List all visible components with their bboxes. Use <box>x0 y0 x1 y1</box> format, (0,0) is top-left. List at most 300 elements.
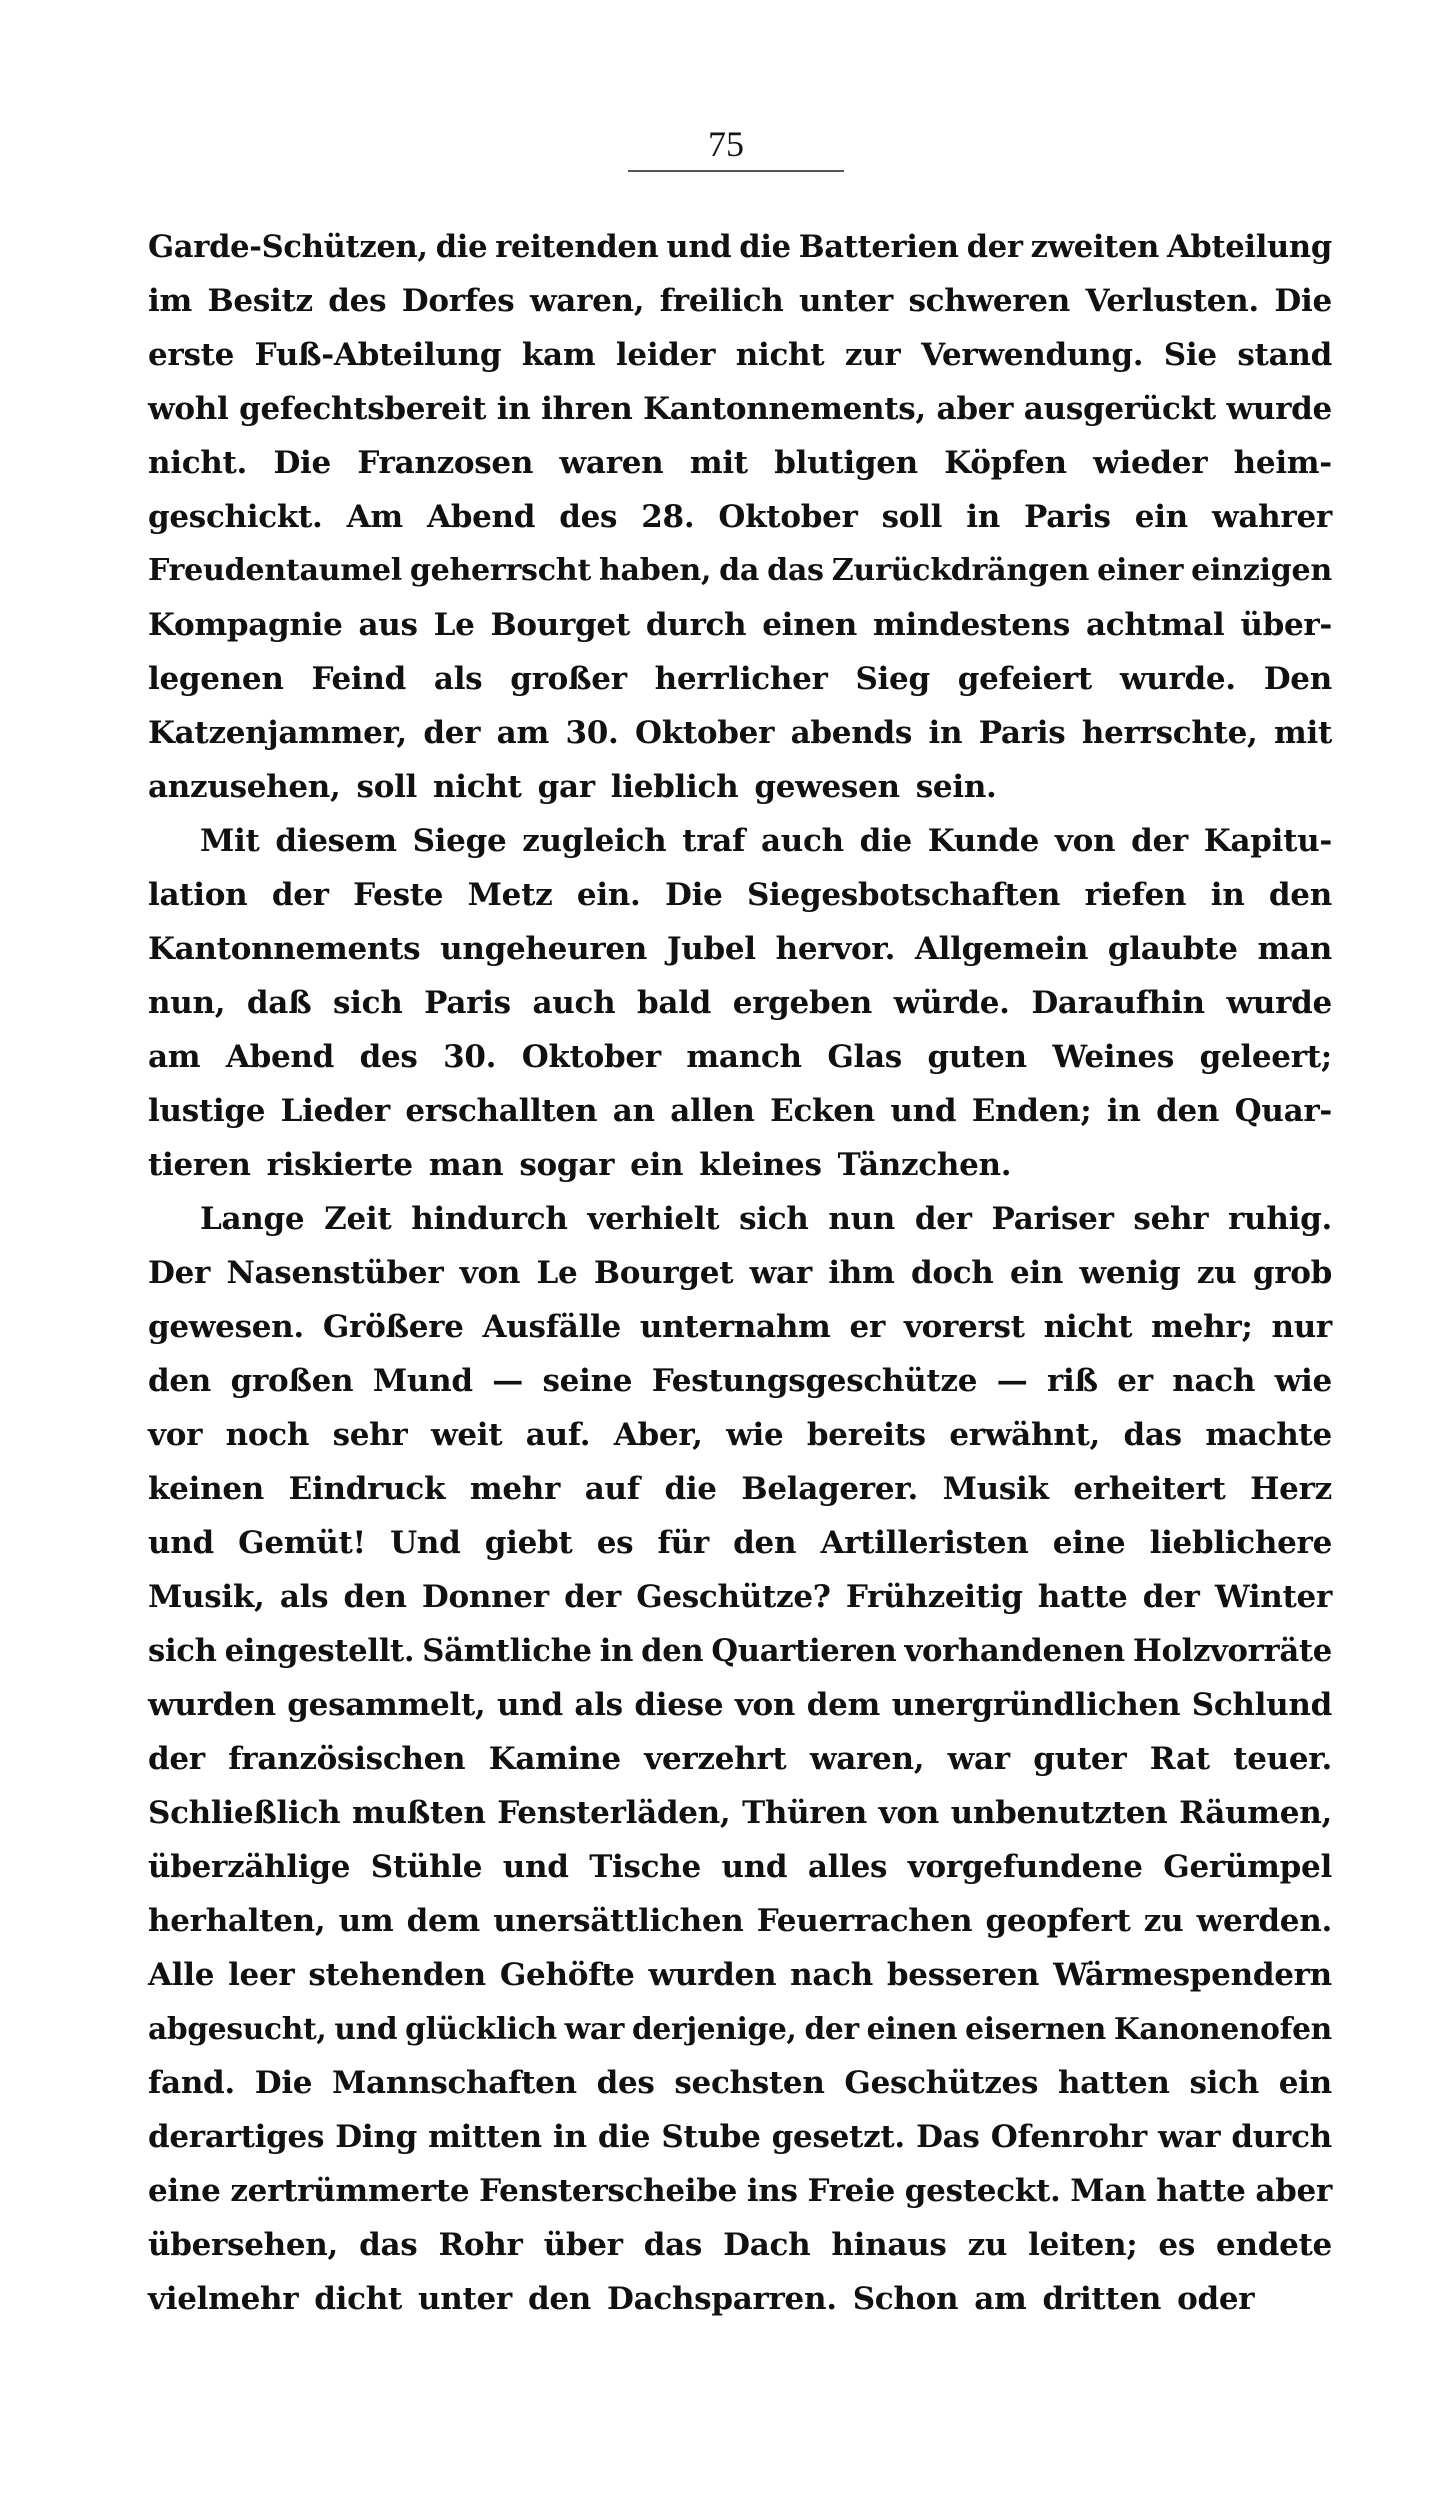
word: gewesen <box>754 769 900 805</box>
text-line <box>148 922 1332 976</box>
word: abgesucht, <box>148 2011 327 2046</box>
word: war <box>749 1255 812 1291</box>
word: legenen <box>148 661 284 697</box>
word: mit <box>1274 715 1332 751</box>
word: wie <box>726 1417 784 1453</box>
word: es <box>596 1525 634 1561</box>
page-number: 75 <box>708 124 744 164</box>
word: wieder <box>1093 445 1208 481</box>
word: den <box>343 1579 407 1615</box>
word: erste <box>148 337 235 373</box>
word: Belagerer. <box>741 1471 918 1507</box>
word: wurden <box>648 1957 777 1993</box>
word: auf. <box>525 1417 591 1453</box>
word: Abteilung <box>1167 229 1332 265</box>
word: am <box>496 715 549 751</box>
word: Paris <box>424 985 511 1021</box>
word: wahrer <box>1212 499 1332 535</box>
word: Geschützes <box>844 2065 1039 2101</box>
word: doch <box>910 1255 994 1291</box>
word: ein <box>1134 499 1188 535</box>
word: und <box>890 1093 957 1129</box>
word: Verlusten. <box>1085 283 1259 319</box>
word: würde. <box>893 985 1010 1021</box>
word: kleines <box>699 1147 822 1183</box>
word: mußten <box>351 1795 486 1831</box>
word: ruhig. <box>1228 1201 1332 1237</box>
word: überzählige <box>148 1849 351 1885</box>
text-line <box>148 2110 1332 2164</box>
word: wohl <box>148 391 229 427</box>
word: ungeheuren <box>440 931 648 967</box>
word: bereits <box>806 1417 926 1453</box>
word: glücklich <box>405 2011 557 2046</box>
word: nicht. <box>148 445 248 481</box>
word: mindestens <box>873 607 1071 643</box>
word: guten <box>927 1039 1027 1075</box>
word: ihm <box>828 1255 895 1291</box>
word: gefechtsbereit <box>239 391 487 427</box>
word: nicht <box>1043 1309 1133 1345</box>
word: grob <box>1252 1255 1332 1291</box>
word: Das <box>916 2119 980 2155</box>
word: in <box>966 499 1000 535</box>
word: Kanonenofen <box>1113 2011 1332 2046</box>
word: Enden; <box>971 1093 1092 1129</box>
word: giebt <box>484 1525 573 1561</box>
word: die <box>739 229 791 265</box>
word: alles <box>807 1849 888 1885</box>
word: gefeiert <box>957 661 1092 697</box>
word: sich <box>1189 2065 1259 2101</box>
word: sehr <box>1133 1201 1209 1237</box>
word: Pariser <box>991 1201 1114 1237</box>
word: riefen <box>1084 877 1187 913</box>
word: die <box>664 1471 717 1507</box>
word: Lange <box>200 1201 305 1237</box>
word: eisernen <box>965 2011 1107 2046</box>
word: Fuß-Abteilung <box>254 337 502 373</box>
word: auch <box>532 985 616 1021</box>
word: Dachsparren. <box>606 2281 837 2317</box>
word: Kapitu- <box>1203 823 1332 859</box>
word: verhielt <box>587 1201 720 1237</box>
word: zu <box>1143 1903 1184 1939</box>
word: die <box>435 229 488 265</box>
word: Paris <box>978 715 1066 751</box>
word: — <box>492 1363 523 1399</box>
text-line <box>148 220 1332 274</box>
word: Franzosen <box>357 445 534 481</box>
word: zertrümmerte <box>230 2173 470 2209</box>
word: haben, <box>598 553 712 588</box>
text-line <box>148 1570 1332 1624</box>
word: großer <box>510 661 627 697</box>
word: dritten <box>1042 2281 1162 2317</box>
word: am <box>974 2281 1027 2317</box>
word: Schon <box>852 2281 959 2317</box>
word: unternahm <box>639 1309 831 1345</box>
word: auch <box>760 823 844 859</box>
word: durch <box>1231 2119 1332 2155</box>
word: Frühzeitig <box>845 1579 1023 1615</box>
word: Rat <box>1149 1741 1210 1777</box>
word: der <box>271 877 329 913</box>
word: Am <box>346 499 403 535</box>
word: unbenutzten <box>950 1795 1168 1831</box>
word: hatten <box>1057 2065 1170 2101</box>
word: der <box>423 715 481 751</box>
word: Sieg <box>855 661 930 697</box>
word: unergründlichen <box>891 1687 1181 1723</box>
word: zweiten <box>1030 229 1160 265</box>
word: Sämtliche <box>422 1633 592 1669</box>
word: aus <box>358 607 418 643</box>
word: auf <box>584 1471 640 1507</box>
word: Ecken <box>770 1093 875 1129</box>
word: als <box>574 1687 623 1723</box>
word: allen <box>670 1093 755 1129</box>
word: blutigen <box>774 445 918 481</box>
word: Oktober <box>718 499 858 535</box>
word: Freudentaumel <box>148 553 402 588</box>
word: leer <box>228 1957 295 1993</box>
word: Oktober <box>521 1039 661 1075</box>
word: in <box>496 391 531 427</box>
word: man <box>428 1147 504 1183</box>
word: er <box>849 1309 885 1345</box>
text-line <box>148 1732 1332 1786</box>
text-line <box>148 1948 1332 2002</box>
word: Besitz <box>207 283 313 319</box>
word: Verwendung. <box>921 337 1144 373</box>
word: am <box>148 1039 201 1075</box>
text-line <box>148 868 1332 922</box>
word: Ausfälle <box>482 1309 621 1345</box>
text-line <box>148 2164 1332 2218</box>
text-line <box>148 1408 1332 1462</box>
word: der <box>1131 823 1188 859</box>
text-line <box>148 760 1332 814</box>
word: achtmal <box>1085 607 1225 643</box>
word: Herz <box>1250 1471 1332 1507</box>
word: vor <box>148 1417 203 1453</box>
word: die <box>859 823 912 859</box>
word: riß <box>1046 1363 1098 1399</box>
word: und <box>334 2011 398 2046</box>
text-line <box>148 1030 1332 1084</box>
word: war <box>564 2011 625 2046</box>
text-line <box>148 1138 1332 1192</box>
paragraph <box>148 1192 1332 2326</box>
word: Und <box>390 1525 461 1561</box>
word: Lieder <box>280 1093 390 1129</box>
word: traf <box>682 823 746 859</box>
word: er <box>1117 1363 1153 1399</box>
word: wurden <box>148 1687 276 1723</box>
word: Jubel <box>666 931 756 967</box>
word: freilich <box>659 283 784 319</box>
word: Nasenstüber <box>226 1255 444 1291</box>
word: 30. <box>443 1039 497 1075</box>
word: französischen <box>228 1741 466 1777</box>
word: heim- <box>1233 445 1332 481</box>
word: fand. <box>148 2065 235 2101</box>
word: der <box>148 1741 205 1777</box>
word: besseren <box>886 1957 1040 1993</box>
word: Winter <box>1214 1579 1332 1615</box>
word: lieblichere <box>1149 1525 1332 1561</box>
word: Donner <box>421 1579 549 1615</box>
word: gar <box>537 769 595 805</box>
word: Alle <box>148 1957 215 1993</box>
text-line <box>148 1678 1332 1732</box>
word: und <box>496 1687 563 1723</box>
text-line <box>148 1462 1332 1516</box>
body-text <box>148 220 1332 2326</box>
word: Holzvorräte <box>1132 1633 1332 1669</box>
word: Fensterläden, <box>497 1795 731 1831</box>
word: mitten <box>428 2119 542 2155</box>
word: Fensterscheibe <box>479 2173 738 2209</box>
word: Ofenrohr <box>990 2119 1147 2155</box>
word: von <box>1054 823 1116 859</box>
word: Zurückdrängen <box>831 553 1090 588</box>
text-line <box>148 976 1332 1030</box>
word: Kunde <box>927 823 1040 859</box>
word: Stühle <box>370 1849 483 1885</box>
word: ein <box>630 1147 684 1183</box>
text-line <box>148 1192 1332 1246</box>
word: herrschte, <box>1081 715 1258 751</box>
word: Garde-Schützen, <box>148 229 428 265</box>
word: sechsten <box>674 2065 825 2101</box>
word: keinen <box>148 1471 264 1507</box>
word: war <box>947 1741 1010 1777</box>
word: Allgemein <box>914 931 1089 967</box>
word: unersättlichen <box>493 1903 744 1939</box>
paragraph <box>148 814 1332 1192</box>
word: Musik, <box>148 1579 265 1615</box>
paragraph <box>148 220 1332 814</box>
word: Festungsgeschütze <box>651 1363 978 1399</box>
word: seine <box>542 1363 633 1399</box>
word: mehr <box>469 1471 561 1507</box>
word: Gemüt! <box>238 1525 366 1561</box>
word: zu <box>967 2227 1008 2263</box>
word: Glas <box>827 1039 902 1075</box>
word: Geschütze? <box>636 1579 831 1615</box>
word: von <box>878 1795 939 1831</box>
text-line <box>148 1246 1332 1300</box>
word: sich <box>148 1633 217 1669</box>
word: Feuerrachen <box>756 1903 973 1939</box>
text-line <box>148 1354 1332 1408</box>
word: die <box>597 2119 651 2155</box>
word: hatte <box>1156 2173 1246 2209</box>
word: Der <box>148 1255 211 1291</box>
word: der <box>966 229 1023 265</box>
word: herhalten, <box>148 1903 326 1939</box>
word: Größere <box>322 1309 464 1345</box>
word: für <box>657 1525 709 1561</box>
word: Batterien <box>798 229 959 265</box>
word: derjenige, <box>631 2011 797 2046</box>
word: stand <box>1237 337 1332 373</box>
word: Tänzchen. <box>837 1147 1012 1183</box>
text-line <box>148 1894 1332 1948</box>
word: leider <box>615 337 716 373</box>
word: einer <box>1097 553 1184 588</box>
word: den <box>1268 877 1332 913</box>
word: zur <box>844 337 901 373</box>
word: ihren <box>541 391 633 427</box>
word: soll <box>881 499 943 535</box>
word: geleert; <box>1199 1039 1332 1075</box>
word: Dorfes <box>401 283 515 319</box>
word: riskierte <box>266 1147 413 1183</box>
word: einen <box>762 607 858 643</box>
word: den <box>733 1525 797 1561</box>
word: Artilleristen <box>820 1525 1029 1561</box>
word: und <box>666 229 732 265</box>
word: 30. <box>565 715 619 751</box>
word: zu <box>1196 1255 1237 1291</box>
word: erwähnt, <box>949 1417 1100 1453</box>
word: Man <box>1070 2173 1147 2209</box>
text-line <box>148 274 1332 328</box>
word: Daraufhin <box>1031 985 1205 1021</box>
word: wurde <box>1226 391 1332 427</box>
word: Le <box>433 607 475 643</box>
text-line <box>148 328 1332 382</box>
word: abends <box>790 715 912 751</box>
word: geopfert <box>985 1903 1131 1939</box>
word: nicht <box>735 337 825 373</box>
text-line <box>148 1516 1332 1570</box>
word: Weines <box>1052 1039 1175 1075</box>
word: Bourget <box>593 1255 734 1291</box>
word: der <box>804 2011 859 2046</box>
word: Schließlich <box>148 1795 341 1831</box>
word: glaubte <box>1107 931 1238 967</box>
word: lieblich <box>610 769 739 805</box>
word: unter <box>799 283 893 319</box>
word: ins <box>746 2173 798 2209</box>
text-line <box>148 1624 1332 1678</box>
word: wenig <box>1079 1255 1181 1291</box>
word: Wärmespendern <box>1053 1957 1332 1993</box>
word: in <box>1106 1093 1141 1129</box>
word: den <box>641 1633 704 1669</box>
word: noch <box>225 1417 310 1453</box>
word: gesteckt. <box>904 2173 1061 2209</box>
text-line <box>148 814 1332 868</box>
word: aber <box>936 391 1014 427</box>
word: Rohr <box>438 2227 523 2263</box>
word: Den <box>1263 661 1332 697</box>
text-line <box>148 2218 1332 2272</box>
word: anzusehen, <box>148 769 341 805</box>
word: Abend <box>225 1039 335 1075</box>
word: nur <box>1271 1309 1332 1345</box>
word: im <box>148 283 192 319</box>
word: den <box>1156 1093 1220 1129</box>
text-line <box>148 2002 1332 2056</box>
word: Ding <box>335 2119 417 2155</box>
word: Siegesbotschaften <box>746 877 1061 913</box>
word: Feind <box>311 661 407 697</box>
text-line <box>148 436 1332 490</box>
word: ergeben <box>732 985 873 1021</box>
word: daß <box>246 985 312 1021</box>
word: nach <box>790 1957 873 1993</box>
word: Kamine <box>488 1741 621 1777</box>
word: Köpfen <box>944 445 1067 481</box>
word: Die <box>665 877 723 913</box>
word: wie <box>1274 1363 1332 1399</box>
word: mit <box>689 445 748 481</box>
word: unter <box>417 2281 512 2317</box>
word: in <box>928 715 963 751</box>
word: werden. <box>1196 1903 1332 1939</box>
word: nach <box>1172 1363 1256 1399</box>
word: guter <box>1033 1741 1127 1777</box>
word: war <box>1158 2119 1221 2155</box>
word: Die <box>273 445 331 481</box>
word: waren <box>559 445 664 481</box>
word: durch <box>645 607 747 643</box>
word: in <box>599 1633 634 1669</box>
word: oder <box>1177 2281 1255 2317</box>
word: weit <box>430 1417 503 1453</box>
word: aber <box>1255 2173 1332 2209</box>
word: sehr <box>332 1417 408 1453</box>
word: 28. <box>641 499 695 535</box>
word: und <box>502 1849 569 1885</box>
word: geherrscht <box>409 553 591 588</box>
word: hatte <box>1037 1579 1128 1615</box>
word: Paris <box>1024 499 1111 535</box>
word: soll <box>356 769 418 805</box>
word: Metz <box>467 877 553 913</box>
word: über- <box>1240 607 1332 643</box>
word: der <box>914 1201 972 1237</box>
word: des <box>596 2065 655 2101</box>
word: Abend <box>426 499 536 535</box>
word: mehr; <box>1151 1309 1253 1345</box>
word: Freie <box>807 2173 896 2209</box>
word: Siege <box>412 823 507 859</box>
text-line <box>148 2056 1332 2110</box>
word: ein. <box>576 877 641 913</box>
word: einen <box>866 2011 958 2046</box>
word: Mit <box>200 823 260 859</box>
text-line <box>148 1300 1332 1354</box>
word: da <box>719 553 760 588</box>
word: als <box>433 661 483 697</box>
word: leiten; <box>1028 2227 1138 2263</box>
word: es <box>1158 2227 1195 2263</box>
word: machte <box>1205 1417 1332 1453</box>
word: herrlicher <box>654 661 828 697</box>
word: des <box>559 499 618 535</box>
text-line <box>148 2272 1332 2326</box>
word: ein <box>1278 2065 1332 2101</box>
word: kam <box>521 337 596 373</box>
word: lation <box>148 877 248 913</box>
word: erschallten <box>405 1093 598 1129</box>
